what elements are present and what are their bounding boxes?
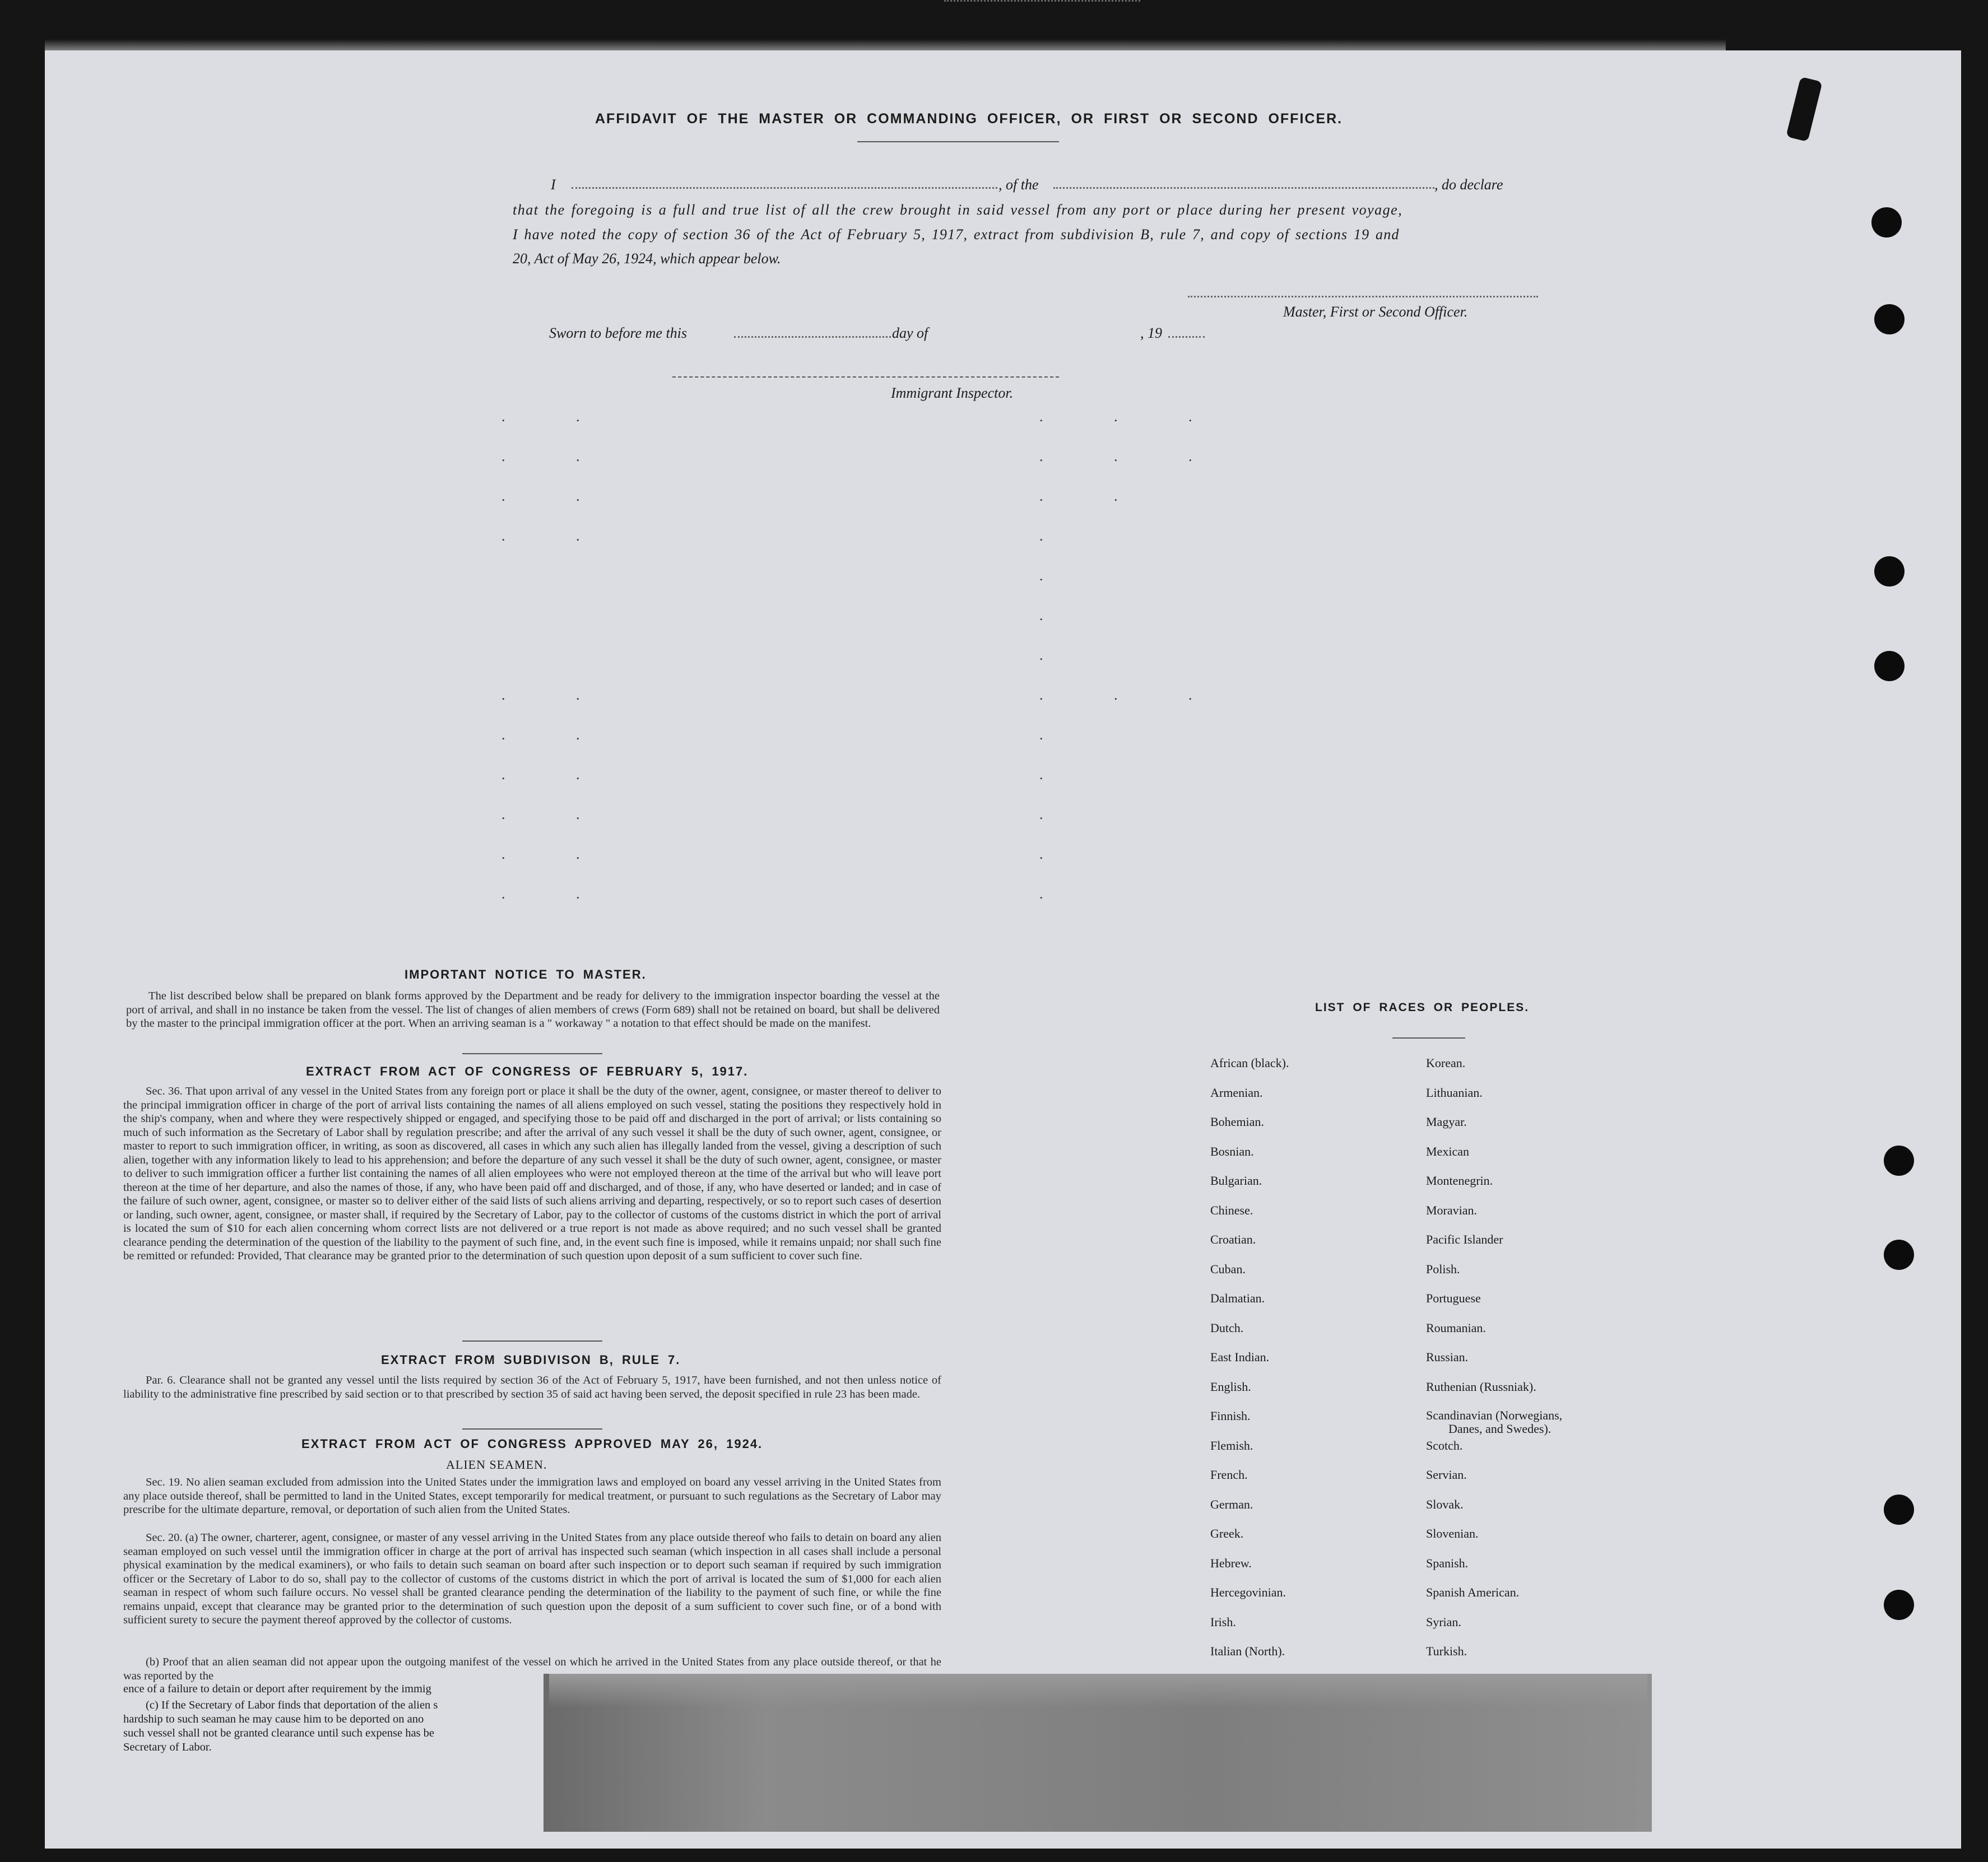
sworn-day-text: day of: [892, 325, 928, 341]
affidavit-line4: 20, Act of May 26, 1924, which appear below.: [513, 250, 781, 267]
race-item: African (black).: [1210, 1056, 1289, 1070]
punch-hole: [1884, 1146, 1914, 1176]
race-item: Turkish.: [1426, 1644, 1467, 1658]
race-item: Bulgarian.: [1210, 1174, 1262, 1188]
race-item: Flemish.: [1210, 1438, 1253, 1453]
race-item: French.: [1210, 1468, 1248, 1482]
sec20c-cont: such vessel shall not be granted clearance until such expense has be: [123, 1727, 435, 1739]
race-item: Armenian.: [1210, 1085, 1263, 1100]
punch-hole: [1871, 207, 1902, 238]
alien-seamen-subheading: ALIEN SEAMEN.: [446, 1458, 547, 1472]
punch-hole: [1874, 651, 1905, 681]
race-item: Ruthenian (Russniak).: [1426, 1379, 1536, 1394]
affidavit-line1-end: , do declare: [1434, 176, 1503, 193]
notice-divider: [462, 1053, 602, 1054]
title-underline: [857, 141, 1059, 142]
race-item: Bosnian.: [1210, 1144, 1254, 1158]
race-item: Spanish American.: [1426, 1585, 1520, 1599]
sworn-date-blank[interactable]: [734, 336, 891, 338]
race-item: Slovenian.: [1426, 1526, 1479, 1540]
sworn-year-blank[interactable]: [1168, 336, 1205, 338]
race-item-scandinavian: Scandinavian (Norwegians,: [1426, 1408, 1563, 1422]
notice-body: The list described below shall be prepared on blank forms approved by the Department and be ready for delivery to the immigration inspector boarding the vessel at the port of arrival, and shall in no instance be taken from the vessel. The list of changes of alien members of crews (Form 689) shall not be retained on board, but shall be delivered by the master to the principal immigration officer at the port. When an arriving seaman is a " workaway " a notation to that effect should be made on the manifest.: [126, 990, 940, 1030]
inspector-label: Immigrant Inspector.: [891, 385, 1014, 401]
race-item: Montenegrin.: [1426, 1174, 1493, 1188]
extract-1917-body: Sec. 36. That upon arrival of any vessel in the United States from any foreign port or place it shall be the duty of the owner, agent, consignee, or master thereof to deliver to the principal immigration officer in charge of the port of arrival lists containing the names of all aliens employed on such vessel, stating the positions they respectively hold in the ship's company, when and where they were respectively shipped or engaged, and specifying those to be paid off and discharged in the port of arrival; or lists containing so much of such information as the Secretary of Labor shall by regulation prescribe; and after the arrival of any such vessel it shall be the duty of such owner, agent, consignee, or master to report to such immigration officer, in writing, as soon as discovered, all cases in which any such alien has illegally landed from the vessel, giving a description of such alien, together with any information likely to lead to his apprehension; and before the departure of any such vessel it shall be the duty of such owner, agent, consignee, or master to deliver to such immigration officer a further list containing the names of all alien employees who were not employed thereon at the time of the arrival but who will leave port thereon at the time of her departure, and also the names of those, if any, who have been paid off and discharged, and of those, if any, who have deserted or landed; and in case of the failure of such owner, agent, consignee, or master so to deliver either of the said lists of such aliens arriving and departing, respectively, or so to report such cases of desertion or landing, such owner, agent, consignee, or master shall, if required by the Secretary of Labor, pay to the collector of customs of the customs district in which the port of arrival is located the sum of $10 for each alien concerning whom correct lists are not delivered or a true report is not made as above required; and no such vessel shall be granted clearance pending the determination of the question of the liability to the payment of such fine, and, in the event such fine is imposed, while it remains unpaid; nor shall such fine be remitted or refunded: Provided, That clearance may be granted prior to the determination of such question upon deposit of a sum sufficient to cover such fine.: [123, 1085, 941, 1262]
race-item: Croatian.: [1210, 1232, 1256, 1246]
race-item: East Indian.: [1210, 1350, 1270, 1364]
affidavit-line2: that the foregoing is a full and true list of all the crew brought in said vessel from any port or place during her present voyage,: [513, 202, 1403, 218]
sec19-body: Sec. 19. No alien seaman excluded from admission into the United States under the immigration laws and employed on board any vessel arriving in the United States from any place outside thereof, shall be permitted to land in the United States, except temporarily for medical treatment, or pursuant to such regulations as the Secretary of Labor may prescribe for the ultimate departure, removal, or deportation of such alien from the United States.: [123, 1476, 941, 1516]
name-blank[interactable]: [572, 187, 997, 189]
punch-hole: [1884, 1590, 1914, 1620]
punch-hole: [1874, 556, 1905, 586]
affidavit-line1-start: I: [551, 176, 556, 193]
races-left-column: [1210, 1056, 1289, 1674]
race-item: Servian.: [1426, 1468, 1467, 1482]
leader-dots-column-left: . . . . . . . . . . . . . . . . . . . .: [501, 408, 614, 902]
sec20-body: Sec. 20. (a) The owner, charterer, agent, consignee, or master of any vessel arriving in the United States from any place outside thereof who fails to detain on board any alien seaman employed on such vessel until the immigration officer in charge at the port of arrival has inspected such seaman (which inspection in all cases shall include a personal physical examination by the medical examiners), or who fails to detain such seaman on board after such inspection or to deport such seaman if required by such immigration officer or the Secretary of Labor to do so, shall pay to the collector of customs of the customs district in which the port of arrival is located the sum of $1,000 for each alien seaman in respect of whom such failure occurs. No vessel shall be granted clearance pending the determination of the liability to the payment of such fine, or while the fine remains unpaid, except that clearance may be granted prior to the determination of such question upon the deposit of a sum sufficient to cover such fine, or of a bond with sufficient surety to secure the payment thereof approved by the collector of customs.: [123, 1532, 941, 1626]
race-item: Hercegovinian.: [1210, 1585, 1286, 1599]
race-item: Spanish.: [1426, 1556, 1469, 1570]
race-item: Slovak.: [1426, 1497, 1464, 1511]
affidavit-title: AFFIDAVIT OF THE MASTER OR COMMANDING OFFICER, OR FIRST OR SECOND OFFICER.: [595, 111, 1343, 127]
race-item: Scotch.: [1426, 1438, 1463, 1453]
race-item: Roumanian.: [1426, 1320, 1486, 1335]
leader-dots-column-right: . . . . . . . . . . . . . . . . . . . .: [1039, 408, 1226, 902]
punch-hole: [1874, 304, 1905, 334]
signature-blank[interactable]: [1188, 296, 1538, 297]
race-item: Polish.: [1426, 1261, 1460, 1276]
affidavit-line3: I have noted the copy of section 36 of the Act of February 5, 1917, extract from subdivision B, rule 7, and copy of sections 19 and: [513, 226, 1400, 243]
races-right-column: [1426, 1056, 1562, 1674]
race-item: German.: [1210, 1497, 1253, 1511]
race-item: Greek.: [1210, 1526, 1244, 1540]
race-item: Bohemian.: [1210, 1115, 1264, 1129]
sec20c-body: (c) If the Secretary of Labor finds that deportation of the alien s: [146, 1699, 438, 1711]
race-item: Mexican: [1426, 1144, 1469, 1158]
race-item: Finnish.: [1210, 1409, 1251, 1423]
affidavit-line1-mid: , of the: [998, 176, 1039, 193]
race-item: English.: [1210, 1379, 1251, 1394]
races-heading: LIST OF RACES OR PEOPLES.: [1315, 1001, 1530, 1014]
punch-hole: [1884, 1240, 1914, 1270]
sec20c-end: Secretary of Labor.: [123, 1741, 212, 1753]
race-item: Hebrew.: [1210, 1556, 1252, 1570]
sec20c-cont: hardship to such seaman he may cause him to be deported on ano: [123, 1713, 424, 1725]
mounting-strip-shadow: [549, 1674, 1647, 1707]
sworn-year-text: , 19: [1140, 325, 1162, 341]
race-item: Pacific Islander: [1426, 1232, 1503, 1246]
punch-hole: [1884, 1495, 1914, 1525]
race-item: Dalmatian.: [1210, 1291, 1265, 1305]
race-item: Portuguese: [1426, 1291, 1481, 1305]
race-item: Cuban.: [1210, 1261, 1246, 1276]
vessel-blank[interactable]: [1053, 187, 1434, 189]
race-item: Chinese.: [1210, 1203, 1253, 1217]
race-item: Moravian.: [1426, 1203, 1478, 1217]
extract-1917-heading: EXTRACT FROM ACT OF CONGRESS OF FEBRUARY 5, 1917.: [306, 1064, 749, 1078]
sworn-text-start: Sworn to before me this: [549, 325, 688, 341]
race-item: Magyar.: [1426, 1115, 1467, 1129]
race-item: [1426, 1409, 1562, 1439]
race-item: Korean.: [1426, 1056, 1466, 1070]
subdivision-body: Par. 6. Clearance shall not be granted any vessel until the lists required by section 36 of the Act of February 5, 1917, have been furnished, and not then unless notice of liability to the administrative fine prescribed by said section or to that prescribed by section 35 of said act having been served, the deposit specified in rule 23 has been made.: [123, 1374, 941, 1400]
subdivision-heading: EXTRACT FROM SUBDIVISON B, RULE 7.: [381, 1353, 681, 1367]
race-item: Irish.: [1210, 1614, 1236, 1629]
race-item: Italian (North).: [1210, 1644, 1285, 1658]
inspector-signature-line[interactable]: [672, 376, 1059, 378]
race-item: Lithuanian.: [1426, 1085, 1483, 1100]
sec20b-body: (b) Proof that an alien seaman did not appear upon the outgoing manifest of the vessel on which he arrived in the United States from any place outside thereof, or that he was reported by the: [123, 1656, 941, 1682]
subdivision-divider: [462, 1428, 602, 1430]
extract-1917-divider: [462, 1340, 602, 1342]
sworn-month-blank[interactable]: [944, 0, 1140, 2]
sec20b-cont: ence of a failure to detain or deport after requirement by the immig: [123, 1683, 431, 1695]
race-item: Russian.: [1426, 1350, 1469, 1364]
race-item-scandinavian-cont: Danes, and Swedes).: [1448, 1422, 1552, 1436]
signature-label: Master, First or Second Officer.: [1283, 304, 1468, 320]
race-item: Dutch.: [1210, 1320, 1244, 1335]
race-item: Syrian.: [1426, 1614, 1461, 1629]
notice-heading: IMPORTANT NOTICE TO MASTER.: [405, 967, 647, 981]
extract-1924-heading: EXTRACT FROM ACT OF CONGRESS APPROVED MAY 26, 1924.: [301, 1437, 763, 1451]
races-divider: [1392, 1037, 1465, 1039]
